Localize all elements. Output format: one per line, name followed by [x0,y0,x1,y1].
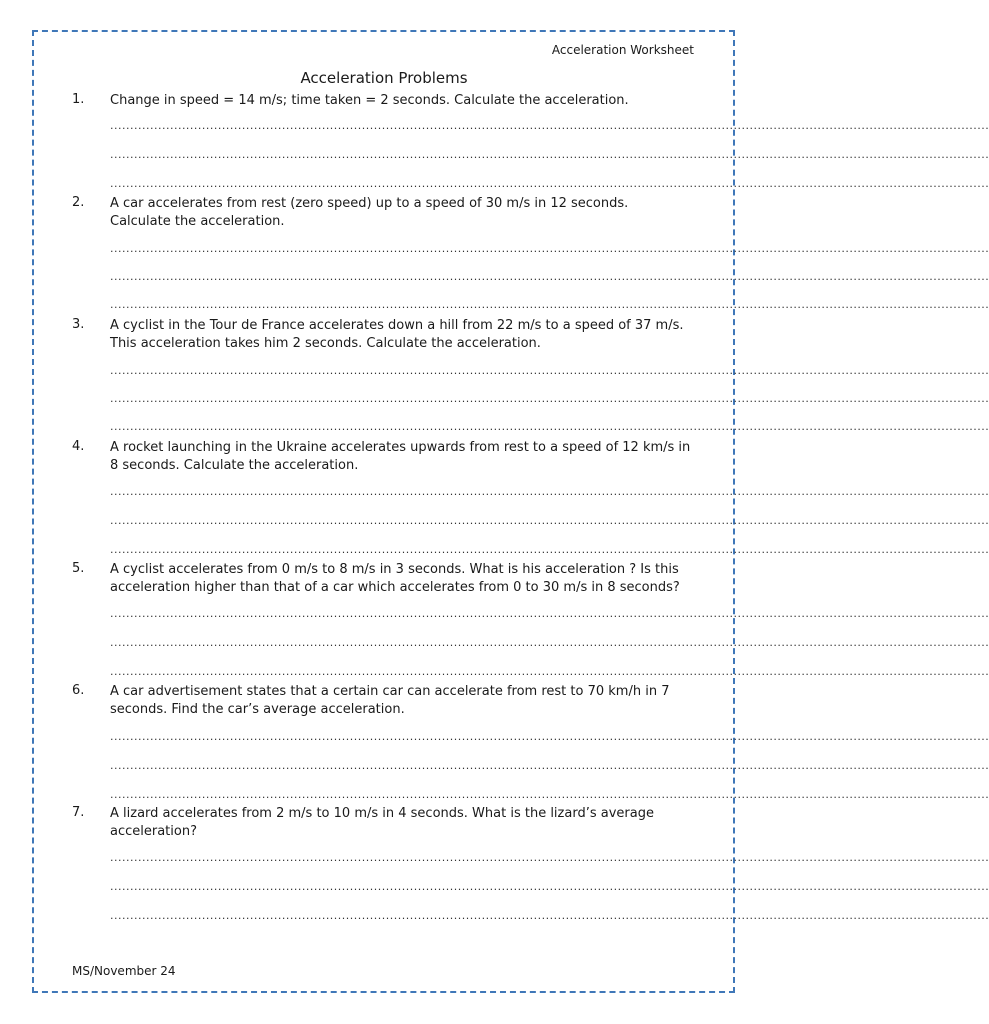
question-text: A car accelerates from rest (zero speed) up to a speed of 30 m/s in 12 seconds. Calculate the acceleration. [110,196,629,229]
answer-line[interactable]: ............................................................................................................................................................................................................................ [110,543,989,556]
answer-line[interactable]: ............................................................................................................................................................................................................................ [110,364,989,377]
page-border [32,30,989,993]
answer-line[interactable]: ............................................................................................................................................................................................................................ [110,665,989,678]
question-number: 5. [72,561,85,576]
question-text: A rocket launching in the Ukraine accelerates upwards from rest to a speed of 12 km/s in 8 seconds. Calculate the acceleration. [110,440,691,473]
answer-line[interactable]: ............................................................................................................................................................................................................................ [110,607,989,620]
question-number: 2. [72,195,85,210]
answer-line[interactable]: ............................................................................................................................................................................................................................ [110,851,989,864]
page-title: Acceleration Problems [300,69,468,87]
answer-line[interactable]: ............................................................................................................................................................................................................................ [110,242,989,255]
question-text: A cyclist in the Tour de France accelerates down a hill from 22 m/s to a speed of 37 m/s. This acceleration takes him 2 seconds. Calculate the acceleration. [110,318,684,351]
answer-line[interactable]: ............................................................................................................................................................................................................................ [110,177,989,190]
question-text: A lizard accelerates from 2 m/s to 10 m/s in 4 seconds. What is the lizard’s average acceleration? [110,806,654,839]
answer-line[interactable]: ............................................................................................................................................................................................................................ [110,270,989,283]
question-number: 4. [72,439,85,454]
footer-label: MS/November 24 [72,964,176,978]
answer-line[interactable]: ............................................................................................................................................................................................................................ [110,759,989,772]
answer-line[interactable]: ............................................................................................................................................................................................................................ [110,148,989,161]
question-text: Change in speed = 14 m/s; time taken = 2 seconds. Calculate the acceleration. [110,93,629,108]
answer-line[interactable]: ............................................................................................................................................................................................................................ [110,909,989,922]
answer-line[interactable]: ............................................................................................................................................................................................................................ [110,636,989,649]
answer-line[interactable]: ............................................................................................................................................................................................................................ [110,485,989,498]
answer-line[interactable]: ............................................................................................................................................................................................................................ [110,298,989,311]
answer-line[interactable]: ............................................................................................................................................................................................................................ [110,788,989,801]
question-text: A car advertisement states that a certain car can accelerate from rest to 70 km/h in 7 seconds. Find the car’s average acceleration. [110,684,670,717]
question-number: 1. [72,92,85,107]
answer-line[interactable]: ............................................................................................................................................................................................................................ [110,420,989,433]
question-number: 6. [72,683,85,698]
answer-line[interactable]: ............................................................................................................................................................................................................................ [110,730,989,743]
worksheet-header-label: Acceleration Worksheet [551,43,694,57]
answer-line[interactable]: ............................................................................................................................................................................................................................ [110,880,989,893]
question-number: 3. [72,317,85,332]
question-number: 7. [72,805,85,820]
answer-line[interactable]: ............................................................................................................................................................................................................................ [110,392,989,405]
answer-line[interactable]: ............................................................................................................................................................................................................................ [110,514,989,527]
question-text: A cyclist accelerates from 0 m/s to 8 m/s in 3 seconds. What is his acceleration ? Is this acceleration higher than that of a car which accelerates from 0 to 30 m/s in 8 seconds? [110,562,680,595]
answer-line[interactable]: ............................................................................................................................................................................................................................ [110,119,989,132]
